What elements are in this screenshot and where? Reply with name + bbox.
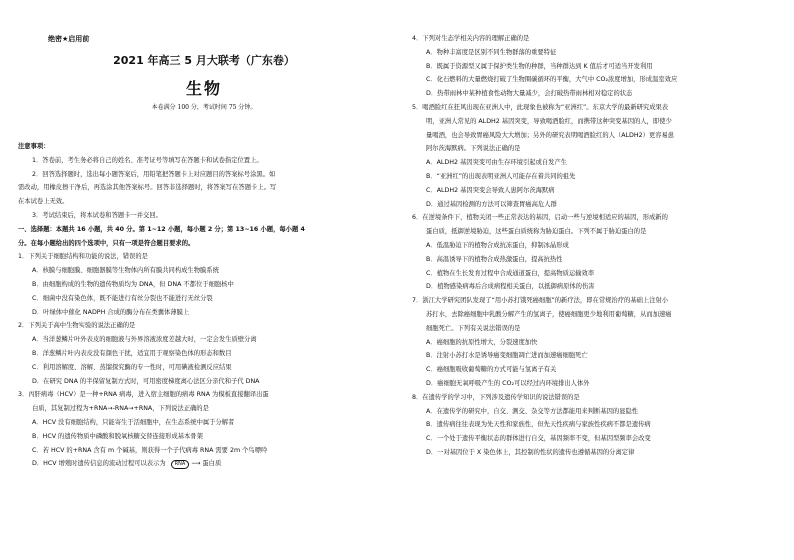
notes-item: 需改动，用橡皮擦干净后，再选涂其他答案标号。回答非选择题时，将答案写在答题卡上。写: [18, 184, 277, 192]
secret-label: 绝密★启用前: [48, 35, 90, 43]
question-5-option-a: A．ALDH2 基因突变可由生存环境引起或自发产生: [426, 159, 568, 167]
question-3-option-c: C．若 HCV 的+RNA 含有 m 个碱基，则获得一个子代病毒 RNA 需要 2m 个鸟嘌呤: [32, 446, 268, 454]
question-8-option-c: C．一个处于遗传平衡状态的群体进行自交，基因频率不变，但基因型频率会改变: [426, 435, 651, 443]
question-2-option-b: B．洋葱鳞片叶内表皮没有颜色干扰，适宜用于观察染色体的形态和数目: [32, 349, 232, 357]
notes-item: 3．考试结束后，将本试卷和答题卡一并交回。: [32, 211, 162, 219]
question-2-stem: 2．下列关于高中生物实验的说法正确的是: [18, 322, 136, 330]
score-line: 本卷满分 100 分，考试时间 75 分钟。: [151, 104, 257, 111]
question-3-option-d-row: [18, 457, 390, 471]
question-7-option-a: A．癌细胞的抗原性增大，分裂速度加快: [426, 338, 538, 346]
question-8-option-d: D．一对基因位于 X 染色体上，其控制的性状的遗传也遵循基因的分离定律: [426, 448, 635, 456]
question-5-stem: 明，亚洲人常见的 ALDH2 基因突变，导致喝酒脸红，而携带这种突变基因的人，即使少: [426, 117, 672, 125]
question-7-option-d: D．癌细胞无氧呼吸产生的 CO₂可以经过内环境排出人体外: [426, 379, 590, 387]
question-5-option-b: B．“亚洲红”的出现表明亚洲人可能存在着共同的祖先: [426, 172, 576, 180]
question-1-option-d: D．叶绿体中催化 NADPH 合成的酶分布在类囊体薄膜上: [32, 308, 190, 316]
subject-title: 生物: [185, 79, 222, 98]
question-8-option-b: B．遗传病往往表现为先天性和家族性，但先天性疾病与家族性疾病不都是遗传病: [426, 421, 651, 429]
question-5-stem: 5．喝酒脸红在狂风出现在亚洲人中，此现象也被称为“亚洲红”。东京大学的最新研究成果表: [412, 103, 669, 111]
question-4-stem: 4．下列对生态学相关内容的理解正确的是: [412, 35, 530, 42]
question-7-stem: 细胞死亡。下列有关说法错误的是: [426, 324, 521, 332]
question-6-option-c: C．植物在生长发育过程中合成通道蛋白，提高物质运输效率: [426, 269, 595, 277]
right-questions-block: [412, 32, 784, 460]
question-5-option-c: C．ALDH2 基因突变会导致人患阿尔茨海默病: [426, 186, 555, 194]
question-3-option-d: D．HCV 增殖时遗传信息的流动过程可以表示为: [32, 460, 166, 468]
question-1-option-b: B．由细胞构成的生物的遗传物质均为 DNA，但 DNA 不都位于细胞核中: [32, 280, 234, 288]
question-4-option-d: D．热带雨林中某种植食性动物大量减少，会打破热带雨林相对稳定的状态: [426, 90, 633, 98]
question-7-option-b: B．注射小苏打水是诱导癌变细胞凋亡进而加速癌细胞死亡: [426, 352, 588, 360]
question-5-stem: 阿尔茨海默病。下列说法正确的是: [426, 145, 521, 153]
question-1-option-a: A．核膜与细胞膜、细胞器膜等生物体内所有膜共同构成生物膜系统: [32, 267, 219, 275]
question-3-stem: 3．丙肝病毒（HCV）是一种+RNA 病毒，进入宿主细胞的病毒 RNA 为模板直接翻译出蛋: [18, 391, 269, 399]
question-7-option-c: C．癌细胞吸收葡萄糖的方式可能与氢离子有关: [426, 366, 557, 374]
exam-title: 2021 年高三 5 月大联考（广东卷）: [113, 54, 295, 67]
question-6-option-d: D．植物感染病毒后合成病程相关蛋白，以抵御病原体的伤害: [426, 283, 595, 291]
left-column: [18, 0, 390, 560]
question-3-option-b: B．HCV 的遗传物质中磷酸和脱氧核糖交替连接形成基本骨架: [32, 432, 203, 440]
protein-label: 蛋白质: [202, 460, 222, 468]
question-2-option-c: C．利用溶解度、溶解、蒸馏探究酶的专一性时，可用碘液检测反应结果: [32, 363, 232, 371]
notes-item: 2．回答选择题时，选出每小题答案后，用铅笔把答题卡上对应题目的答案标号涂黑。如: [32, 170, 276, 178]
section-instructions: 一、选择题：本题共 16 小题，共 40 分。第 1~12 小题，每小题 2 分；第 13~16 小题，每小题 4: [18, 225, 305, 233]
question-5-stem: 量喝酒，也会导致胃癌风险大大增加；另外的研究表明喝酒脸红的人（ALDH2）更容易患: [426, 131, 675, 139]
question-1-stem: 1．下列关于细胞结构和功能的说法，错误的是: [18, 253, 148, 261]
question-4-option-c: C．化石燃料的大量燃烧打破了生物圈碳循环的平衡，大气中 CO₂浓度增加，形成温室效应: [426, 76, 678, 84]
notes-item: 1．答卷前，考生务必将自己的姓名、准考证号等填写在答题卡和试卷指定位置上。: [32, 156, 263, 164]
notes-block: [18, 140, 390, 471]
section-instructions: 分。在每小题给出的四个选项中，只有一项是符合题目要求的。: [18, 239, 195, 247]
flow-arrow-icon: ⟶: [191, 460, 201, 468]
question-3-option-a: A．HCV 没有细胞结构，只能寄生于活细胞中，在生态系统中属于分解者: [32, 418, 235, 426]
notes-title: 注意事项：: [18, 143, 50, 150]
question-4-option-a: A．物种丰富度是区别不同生物群落的重要特征: [426, 48, 557, 56]
question-8-stem: 8．在遗传学的学习中，下列涉及遗传学知识的说法错误的是: [412, 393, 580, 401]
question-2-option-d: D．在研究 DNA 的半保留复制方式时，可用密度梯度离心法区分亲代和子代 DNA: [32, 377, 260, 385]
question-6-option-b: B．高温诱导下的植物合成热激蛋白，提高抗热性: [426, 255, 563, 263]
notes-item: 在本试卷上无效。: [18, 198, 69, 206]
question-6-stem: 蛋白质，抵御逆境胁迫，这些蛋白质统称为胁迫蛋白。下列不属于胁迫蛋白的是: [426, 228, 647, 236]
question-4-option-b: B．既属于资源型又属于保护类生物的种群，当种群达到 K 值后才可适当开发利用: [426, 62, 653, 70]
right-column: [412, 0, 784, 560]
question-3-stem: 白质，其复制过程为+RNA→-RNA→+RNA，下列说法正确的是: [32, 405, 209, 413]
rna-box-label: RNA: [171, 460, 190, 469]
question-5-option-d: D．通过基因检测的方法可以筛查胃癌高危人群: [426, 200, 557, 208]
question-6-stem: 6．在逆境条件下，植物关闭一些正常表达的基因，启动一些与逆境相适应的基因，形成新的: [412, 214, 668, 222]
question-8-option-a: A．在遗传学的研究中，自交、测交、杂交等方法都能用来判断基因的显隐性: [426, 407, 639, 415]
question-7-stem: 7．浙江大学研究团队发现了“用小苏打饿死癌细胞”的新疗法，即在常规治疗的基础上注射小: [412, 297, 669, 305]
question-1-option-c: C．细菌中没有染色体，既不能进行有丝分裂也不能进行无丝分裂: [32, 294, 213, 302]
question-2-option-a: A．当洋葱鳞片叶外表皮的细胞液与外界溶液浓度差越大时，一定会发生质壁分离: [32, 336, 257, 344]
question-6-option-a: A．低温胁迫下的植物合成抗冻蛋白，抑制冰晶形成: [426, 241, 569, 249]
question-7-stem: 苏打水，去除癌细胞中乳酸分解产生的氢离子，使癌细胞更少地利用葡萄糖，从而加速癌: [426, 310, 672, 318]
